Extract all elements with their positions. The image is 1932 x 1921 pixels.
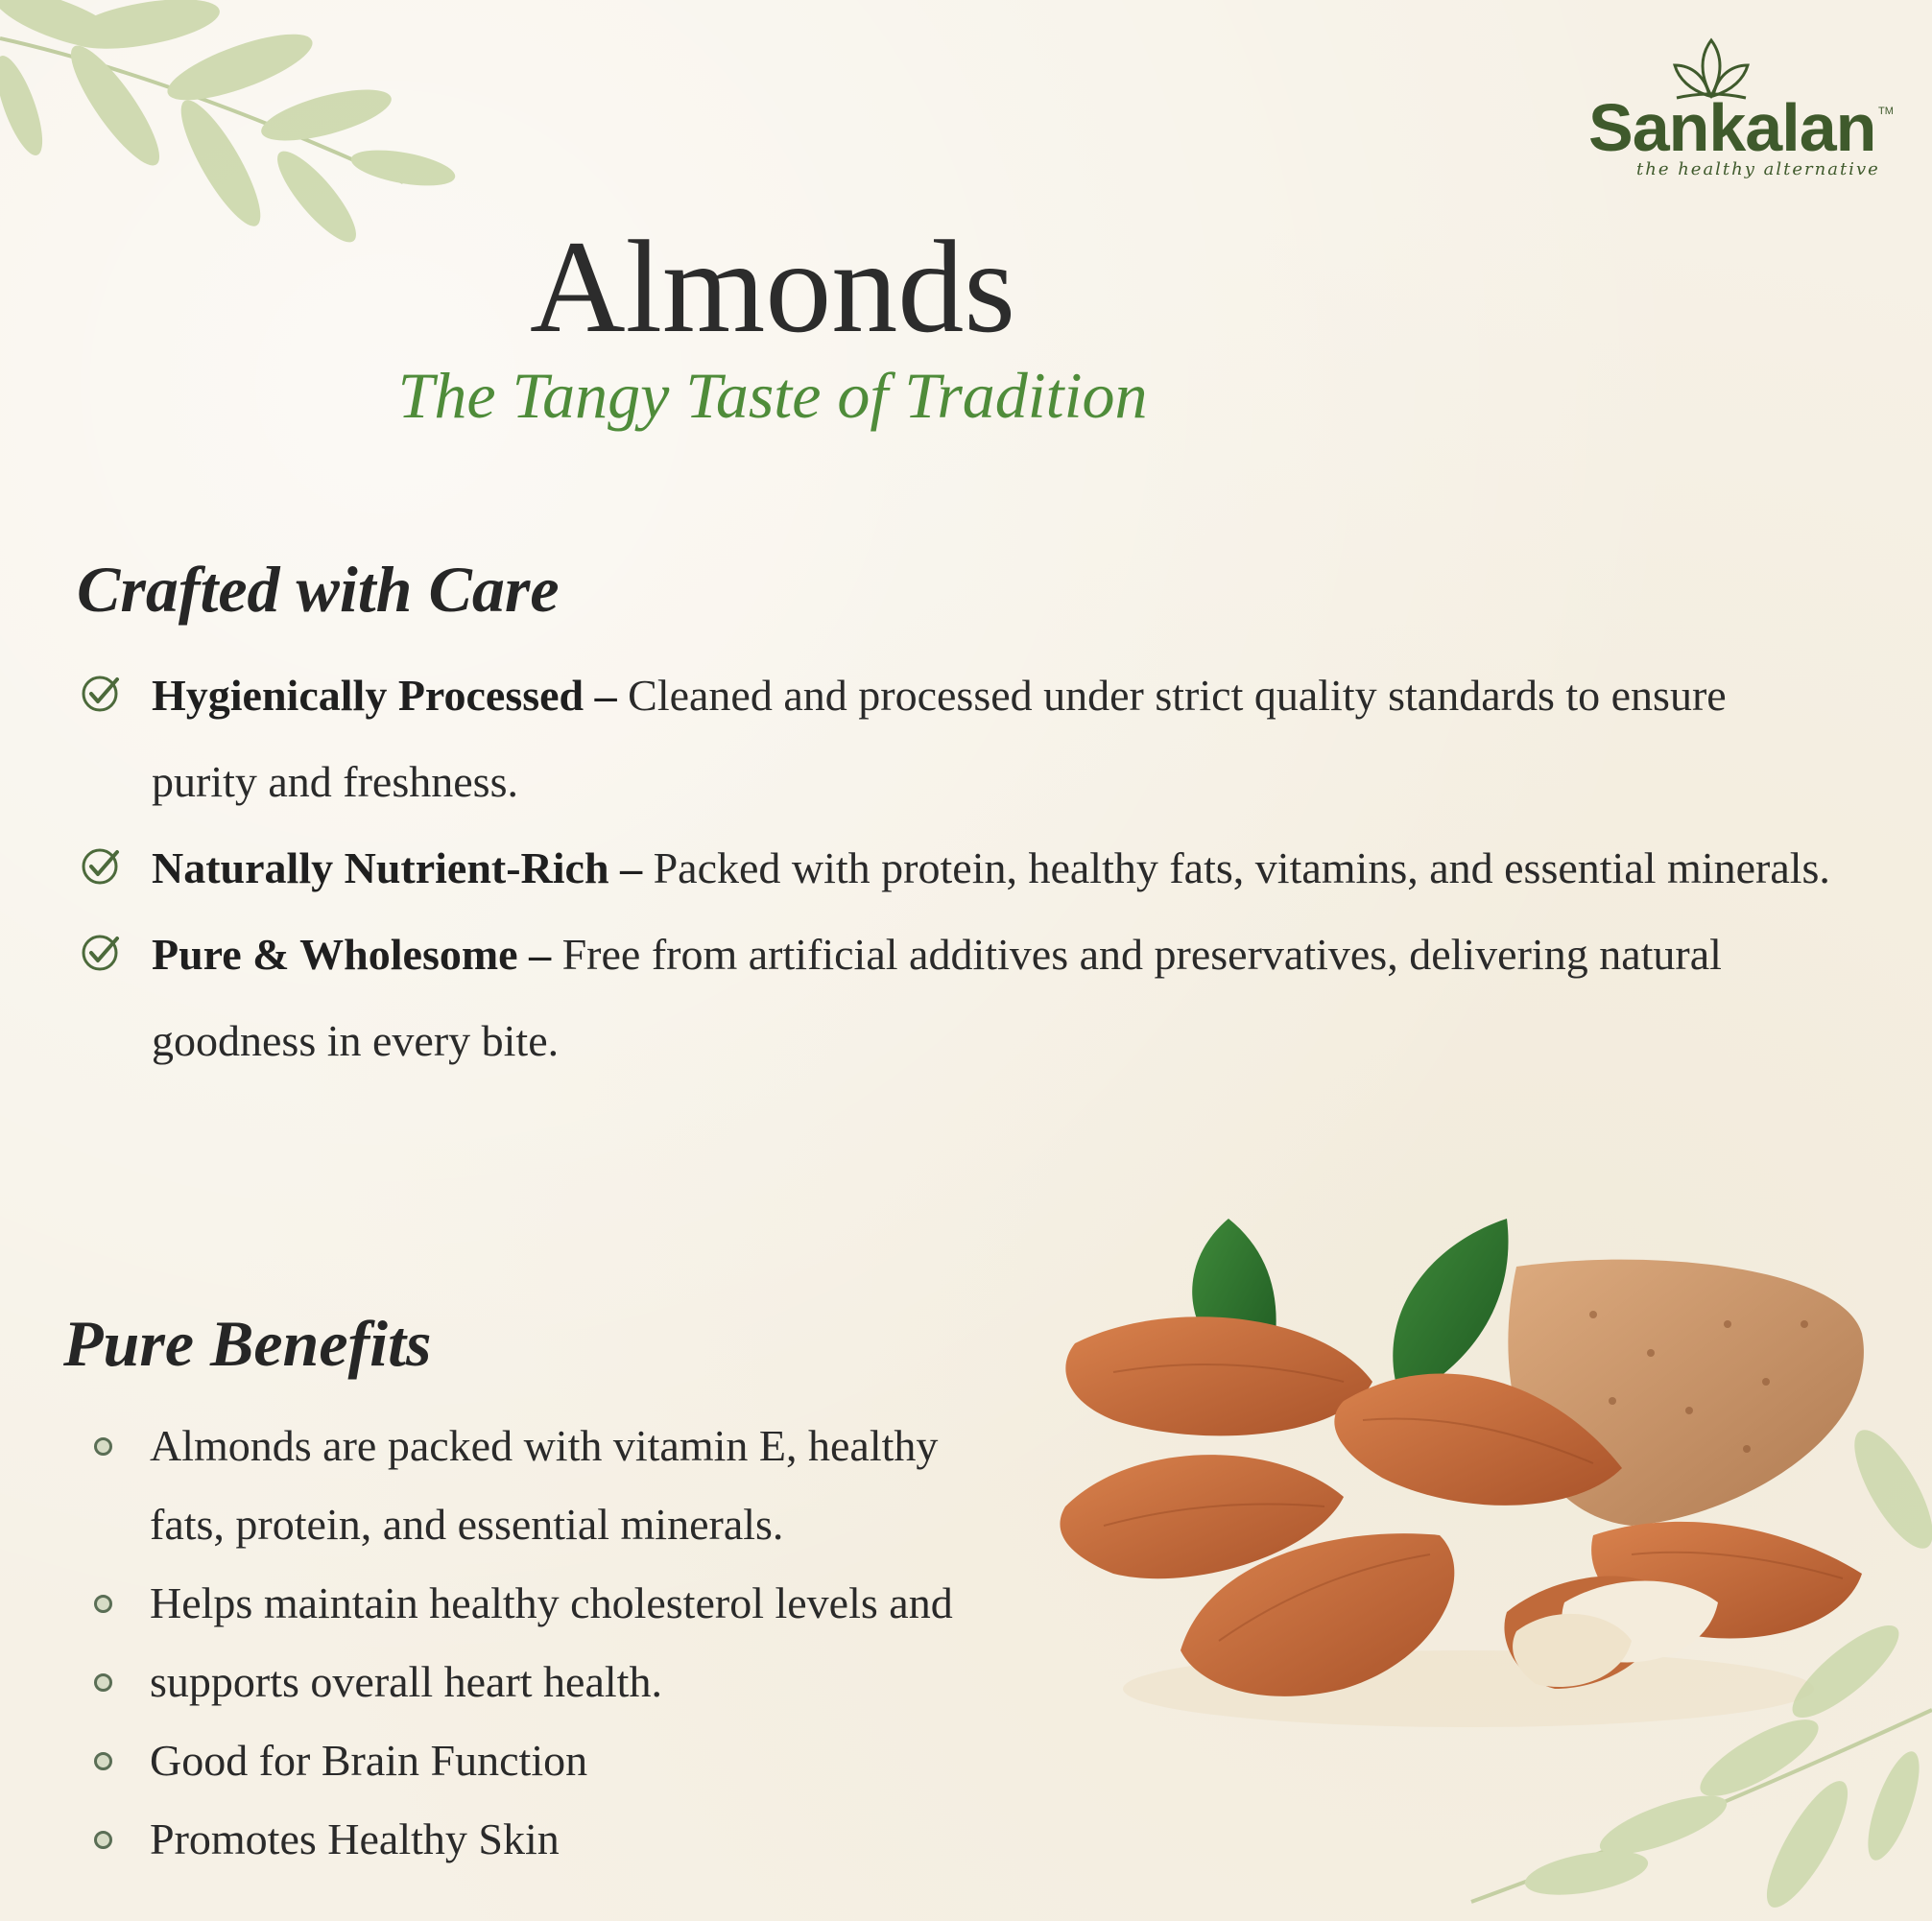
- list-item: Good for Brain Function: [92, 1721, 1052, 1800]
- crafted-heading: Crafted with Care: [77, 553, 560, 626]
- bullet-dot-icon: [94, 1595, 112, 1613]
- check-circle-icon: [81, 674, 121, 714]
- brand-trademark: TM: [1878, 106, 1894, 117]
- brand-name: Sankalan: [1588, 90, 1876, 165]
- list-item: Almonds are packed with vitamin E, healthy: [92, 1407, 1052, 1485]
- care-text: Cleaned and processed under strict quality standards to ensure purity and freshness.: [152, 671, 1727, 806]
- care-text: Packed with protein, healthy fats, vitamins, and essential minerals.: [653, 843, 1830, 892]
- crafted-list: [77, 652, 1833, 1084]
- bullet-dot-icon: [94, 1752, 112, 1770]
- page-title: Almonds: [529, 213, 1016, 360]
- leaf-branch-top-left: [0, 0, 480, 249]
- care-title: Pure & Wholesome: [152, 930, 518, 979]
- benefits-heading: Pure Benefits: [63, 1307, 432, 1380]
- bullet-dot-icon: [94, 1673, 112, 1692]
- care-title: Naturally Nutrient-Rich: [152, 843, 609, 892]
- list-item: Naturally Nutrient-Rich – Packed with protein, healthy fats, vitamins, and essential minerals.: [77, 825, 1833, 912]
- list-item: Pure & Wholesome – Free from artificial additives and preservatives, delivering natural goodness in every bite.: [77, 912, 1833, 1084]
- leaf-branch-bottom-right: [1395, 1422, 1932, 1921]
- list-item: Helps maintain healthy cholesterol levels and: [92, 1564, 1052, 1643]
- bullet-dot-icon: [94, 1831, 112, 1849]
- list-item: Hygienically Processed – Cleaned and processed under strict quality standards to ensure purity and freshness.: [77, 652, 1833, 825]
- bullet-dot-icon: [94, 1437, 112, 1456]
- care-text: Free from artificial additives and preservatives, delivering natural goodness in every bite.: [152, 930, 1722, 1065]
- list-item: fats, protein, and essential minerals.: [150, 1500, 784, 1549]
- page-subtitle: The Tangy Taste of Tradition: [397, 359, 1148, 432]
- care-title: Hygienically Processed: [152, 671, 584, 720]
- check-circle-icon: [81, 846, 121, 887]
- brand-logo: [1588, 36, 1894, 180]
- list-item: supports overall heart health.: [92, 1643, 1052, 1721]
- leaf-shape: [1393, 1219, 1508, 1401]
- brand-tagline: the healthy alternative: [1636, 159, 1880, 179]
- list-item: Promotes Healthy Skin: [92, 1800, 1052, 1879]
- almond-kernel: [1065, 1316, 1372, 1435]
- benefits-list: [92, 1407, 1052, 1879]
- check-circle-icon: [81, 933, 121, 973]
